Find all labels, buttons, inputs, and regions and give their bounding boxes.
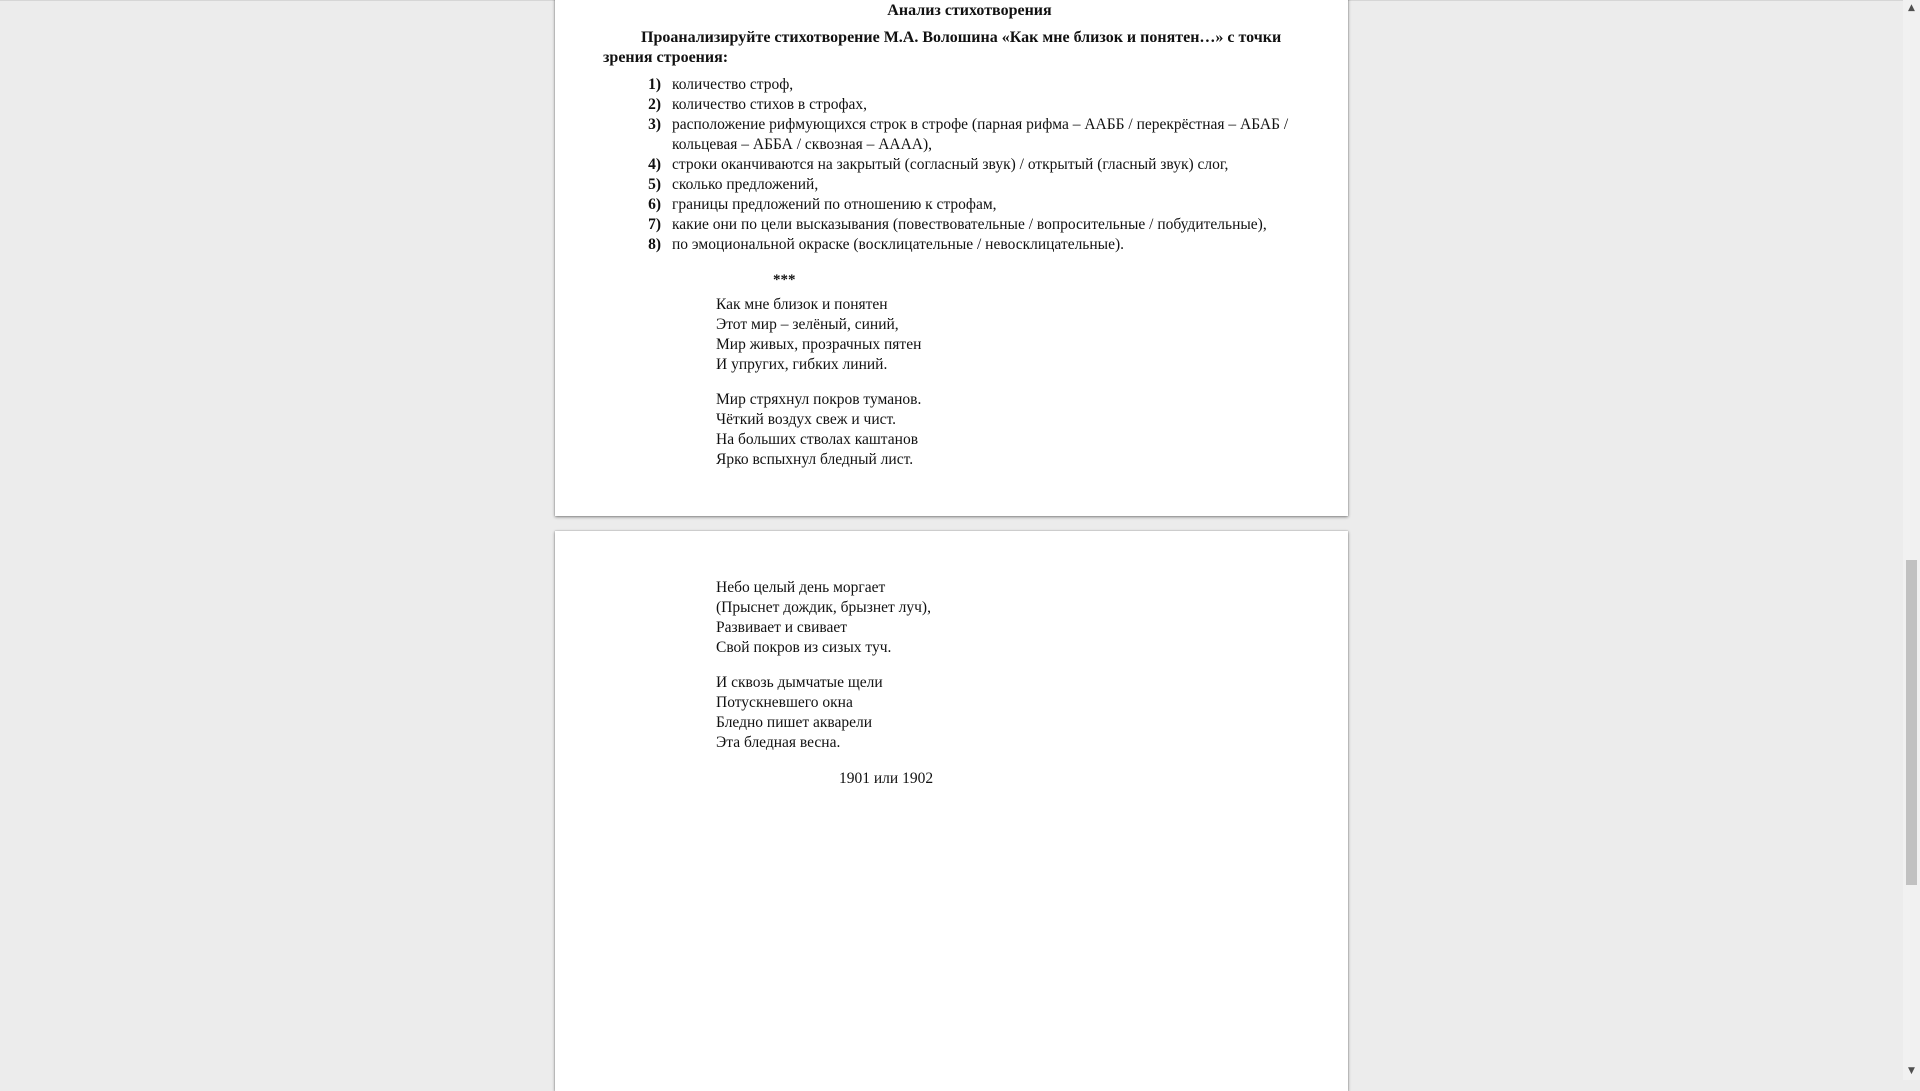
list-item-number: 7) bbox=[648, 216, 661, 233]
poem-stanza-1 bbox=[716, 295, 921, 375]
poem-line: Как мне близок и понятен bbox=[716, 296, 888, 313]
list-item bbox=[635, 235, 1355, 255]
list-item bbox=[635, 115, 1355, 155]
list-item-text: строки оканчиваются на закрытый (согласный звук) / открытый (гласный звук) слог, bbox=[672, 156, 1229, 173]
list-item-text: сколько предложений, bbox=[672, 176, 819, 193]
poem-line: Бледно пишет акварели bbox=[716, 714, 873, 731]
poem-line: Потускневшего окна bbox=[716, 694, 853, 711]
scroll-thumb[interactable] bbox=[1906, 560, 1917, 885]
poem-line: На больших стволах каштанов bbox=[716, 431, 919, 448]
list-item bbox=[635, 75, 1355, 95]
poem-date: 1901 или 1902 bbox=[839, 770, 934, 787]
poem-stanza-4 bbox=[716, 673, 883, 753]
list-item-number: 1) bbox=[648, 76, 661, 93]
list-item-text: по эмоциональной окраске (восклицательные / невосклицательные). bbox=[672, 236, 1124, 253]
list-item-text: количество строф, bbox=[672, 76, 794, 93]
list-item bbox=[635, 95, 1355, 115]
poem-line: Мир живых, прозрачных пятен bbox=[716, 336, 922, 353]
list-item-number: 4) bbox=[648, 156, 661, 173]
question-list bbox=[635, 75, 1355, 255]
list-item-number: 3) bbox=[648, 116, 661, 133]
poem-line: И упругих, гибких линий. bbox=[716, 356, 888, 373]
list-item-number: 8) bbox=[648, 236, 661, 253]
poem-separator: *** bbox=[773, 272, 796, 288]
poem-line: И сквозь дымчатые щели bbox=[716, 674, 883, 691]
list-item-text: какие они по цели высказывания (повествовательные / вопросительные / побудительные), bbox=[672, 216, 1267, 233]
list-item-number: 2) bbox=[648, 96, 661, 113]
poem-line: (Прыснет дождик, брызнет луч), bbox=[716, 599, 931, 616]
document-page-2 bbox=[555, 531, 1348, 1091]
poem-line: Ярко вспыхнул бледный лист. bbox=[716, 451, 914, 468]
poem-line: Чёткий воздух свеж и чист. bbox=[716, 411, 896, 428]
list-item-text: расположение рифмующихся строк в строфе (парная рифма – ААББ / перекрёстная – АБАБ / кольцевая – АББА / сквозная – АААА), bbox=[672, 116, 1289, 153]
scroll-down-icon[interactable]: ▼ bbox=[1908, 1066, 1915, 1076]
scroll-up-icon[interactable]: ▲ bbox=[1908, 3, 1915, 13]
vertical-scrollbar[interactable] bbox=[1903, 0, 1920, 1080]
list-item bbox=[635, 195, 1355, 215]
poem-line: Свой покров из сизых туч. bbox=[716, 639, 892, 656]
poem-line: Развивает и свивает bbox=[716, 619, 848, 636]
list-item-number: 5) bbox=[648, 176, 661, 193]
list-item bbox=[635, 155, 1355, 175]
document-title: Анализ стихотворения bbox=[887, 2, 1052, 19]
list-item-text: количество стихов в строфах, bbox=[672, 96, 868, 113]
poem-line: Этот мир – зелёный, синий, bbox=[716, 316, 899, 333]
poem-stanza-2 bbox=[716, 390, 921, 470]
poem-line: Небо целый день моргает bbox=[716, 579, 886, 596]
poem-line: Мир стряхнул покров туманов. bbox=[716, 391, 922, 408]
list-item bbox=[635, 175, 1355, 195]
task-text: Проанализируйте стихотворение М.А. Волошина «Как мне близок и понятен…» с точки зрения строения: bbox=[603, 29, 1282, 66]
list-item-text: границы предложений по отношению к строфам, bbox=[672, 196, 997, 213]
list-item-number: 6) bbox=[648, 196, 661, 213]
list-item bbox=[635, 215, 1355, 235]
document-page-1 bbox=[555, 0, 1348, 516]
poem-line: Эта бледная весна. bbox=[716, 734, 841, 751]
poem-stanza-3 bbox=[716, 578, 931, 658]
